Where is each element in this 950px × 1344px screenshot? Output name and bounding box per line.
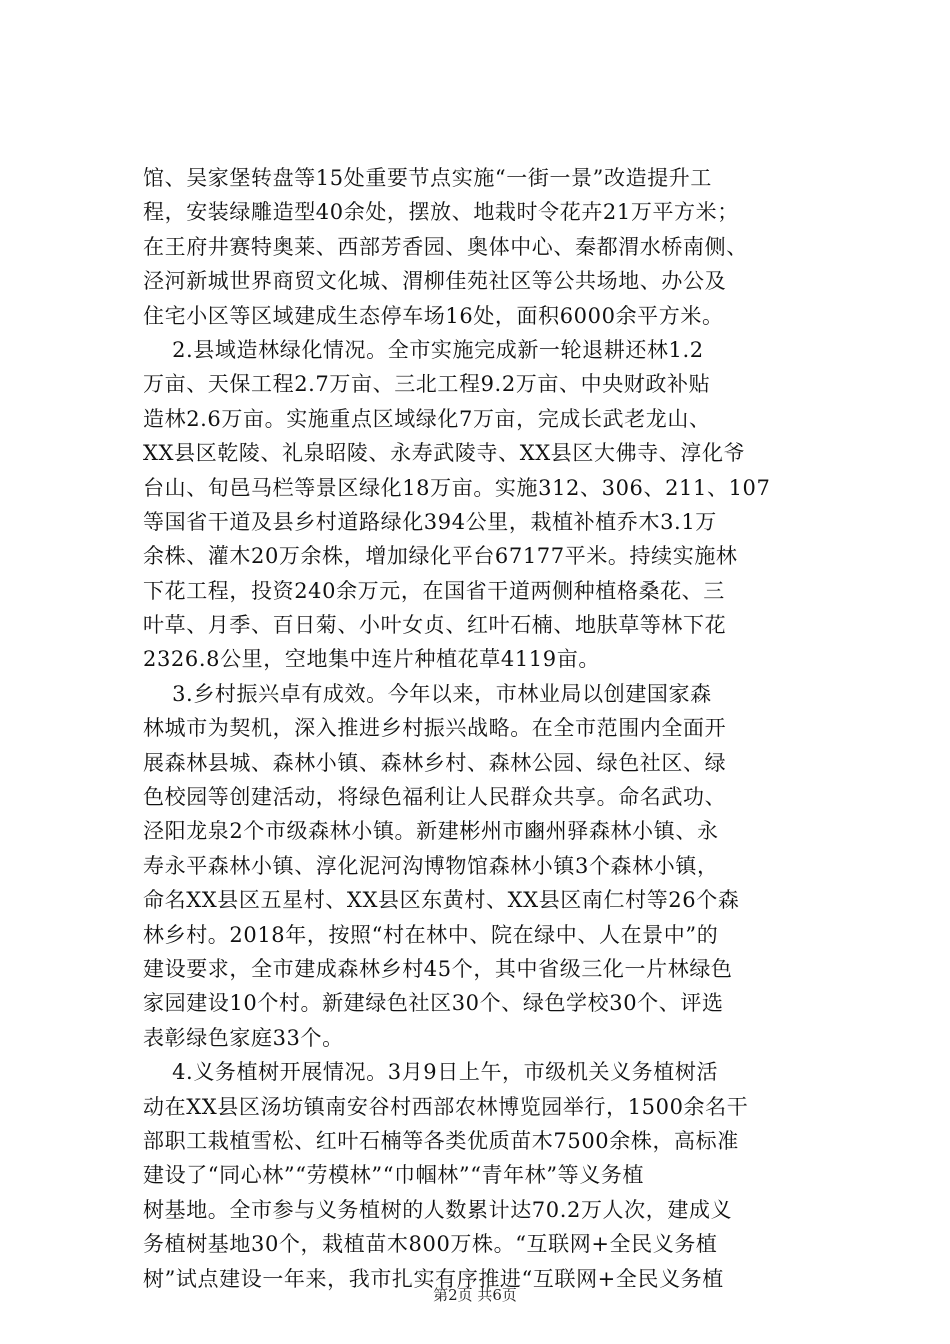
text-line: 表彰绿色家庭33个。	[143, 1025, 344, 1050]
text-line: 叶草、月季、百日菊、小叶女贞、红叶石楠、地肤草等林下花	[143, 613, 727, 638]
text-line: 等国省干道及县乡村道路绿化394公里，栽植补植乔木3.1万	[143, 509, 717, 534]
text-line: 部职工栽植雪松、红叶石楠等各类优质苗木7500余株，高标准	[143, 1128, 739, 1153]
text-line: 3.乡村振兴卓有成效。今年以来，市林业局以创建国家森	[143, 681, 712, 706]
text-line: 4.义务植树开展情况。3月9日上午，市级机关义务植树活	[143, 1060, 719, 1085]
text-line: 余株、灌木20万余株，增加绿化平台67177平米。持续实施林	[143, 544, 738, 569]
text-line: 馆、吴家堡转盘等15处重要节点实施“一街一景”改造提升工	[143, 166, 712, 190]
text-line: 树基地。全市参与义务植树的人数累计达70.2万人次，建成义	[143, 1197, 733, 1222]
document-body	[143, 161, 833, 1296]
text-line: 2.县域造林绿化情况。全市实施完成新一轮退耕还林1.2	[143, 337, 704, 362]
text-line: 台山、旬邑马栏等景区绿化18万亩。实施312、306、211、107	[143, 475, 771, 500]
text-line: 泾河新城世界商贸文化城、渭柳佳苑社区等公共场地、办公及	[143, 269, 727, 294]
text-line: 寿永平森林小镇、淳化泥河沟博物馆森林小镇3个森林小镇，	[143, 853, 719, 878]
text-line: XX县区乾陵、礼泉昭陵、永寿武陵寺、XX县区大佛寺、淳化爷	[143, 441, 746, 466]
text-line: 命名XX县区五星村、XX县区东黄村、XX县区南仁村等26个森	[143, 888, 740, 913]
text-line: 树”试点建设一年来，我市扎实有序推进“互联网+全民义务植	[143, 1266, 724, 1291]
text-line: 动在XX县区汤坊镇南安谷村西部农林博览园举行，1500余名干	[143, 1094, 749, 1119]
text-line: 造林2.6万亩。实施重点区域绿化7万亩，完成长武老龙山、	[143, 406, 711, 431]
text-line: 在王府井赛特奥莱、西部芳香园、奥体中心、秦都渭水桥南侧、	[143, 234, 748, 259]
text-line: 万亩、天保工程2.7万亩、三北工程9.2万亩、中央财政补贴	[143, 372, 711, 397]
text-line: 2326.8公里，空地集中连片种植花草4119亩。	[143, 647, 600, 672]
text-line: 家园建设10个村。新建绿色社区30个、绿色学校30个、评选	[143, 991, 724, 1016]
text-line: 泾阳龙泉2个市级森林小镇。新建彬州市豳州驿森林小镇、永	[143, 819, 719, 844]
text-line: 下花工程，投资240余万元，在国省干道两侧种植格桑花、三	[143, 578, 725, 603]
text-line: 程，安装绿雕造型40余处，摆放、地栽时令花卉21万平方米；	[143, 200, 739, 225]
page-number-footer: 第2页 共6页	[433, 1286, 517, 1304]
text-line: 建设要求，全市建成森林乡村45个，其中省级三化一片林绿色	[143, 956, 733, 981]
text-line: 色校园等创建活动，将绿色福利让人民群众共享。命名武功、	[143, 785, 727, 810]
text-line: 住宅小区等区域建成生态停车场16处，面积6000余平方米。	[143, 303, 724, 328]
text-line: 务植树基地30个，栽植苗木800万株。“互联网+全民义务植	[143, 1232, 718, 1257]
text-line: 林乡村。2018年，按照“村在林中、院在绿中、人在景中”的	[143, 922, 719, 947]
text-line: 林城市为契机，深入推进乡村振兴战略。在全市范围内全面开	[143, 716, 727, 741]
text-line: 展森林县城、森林小镇、森林乡村、森林公园、绿色社区、绿	[143, 750, 727, 775]
text-line: 建设了“同心林”“劳模林”“巾帼林”“青年林”等义务植	[143, 1163, 645, 1188]
